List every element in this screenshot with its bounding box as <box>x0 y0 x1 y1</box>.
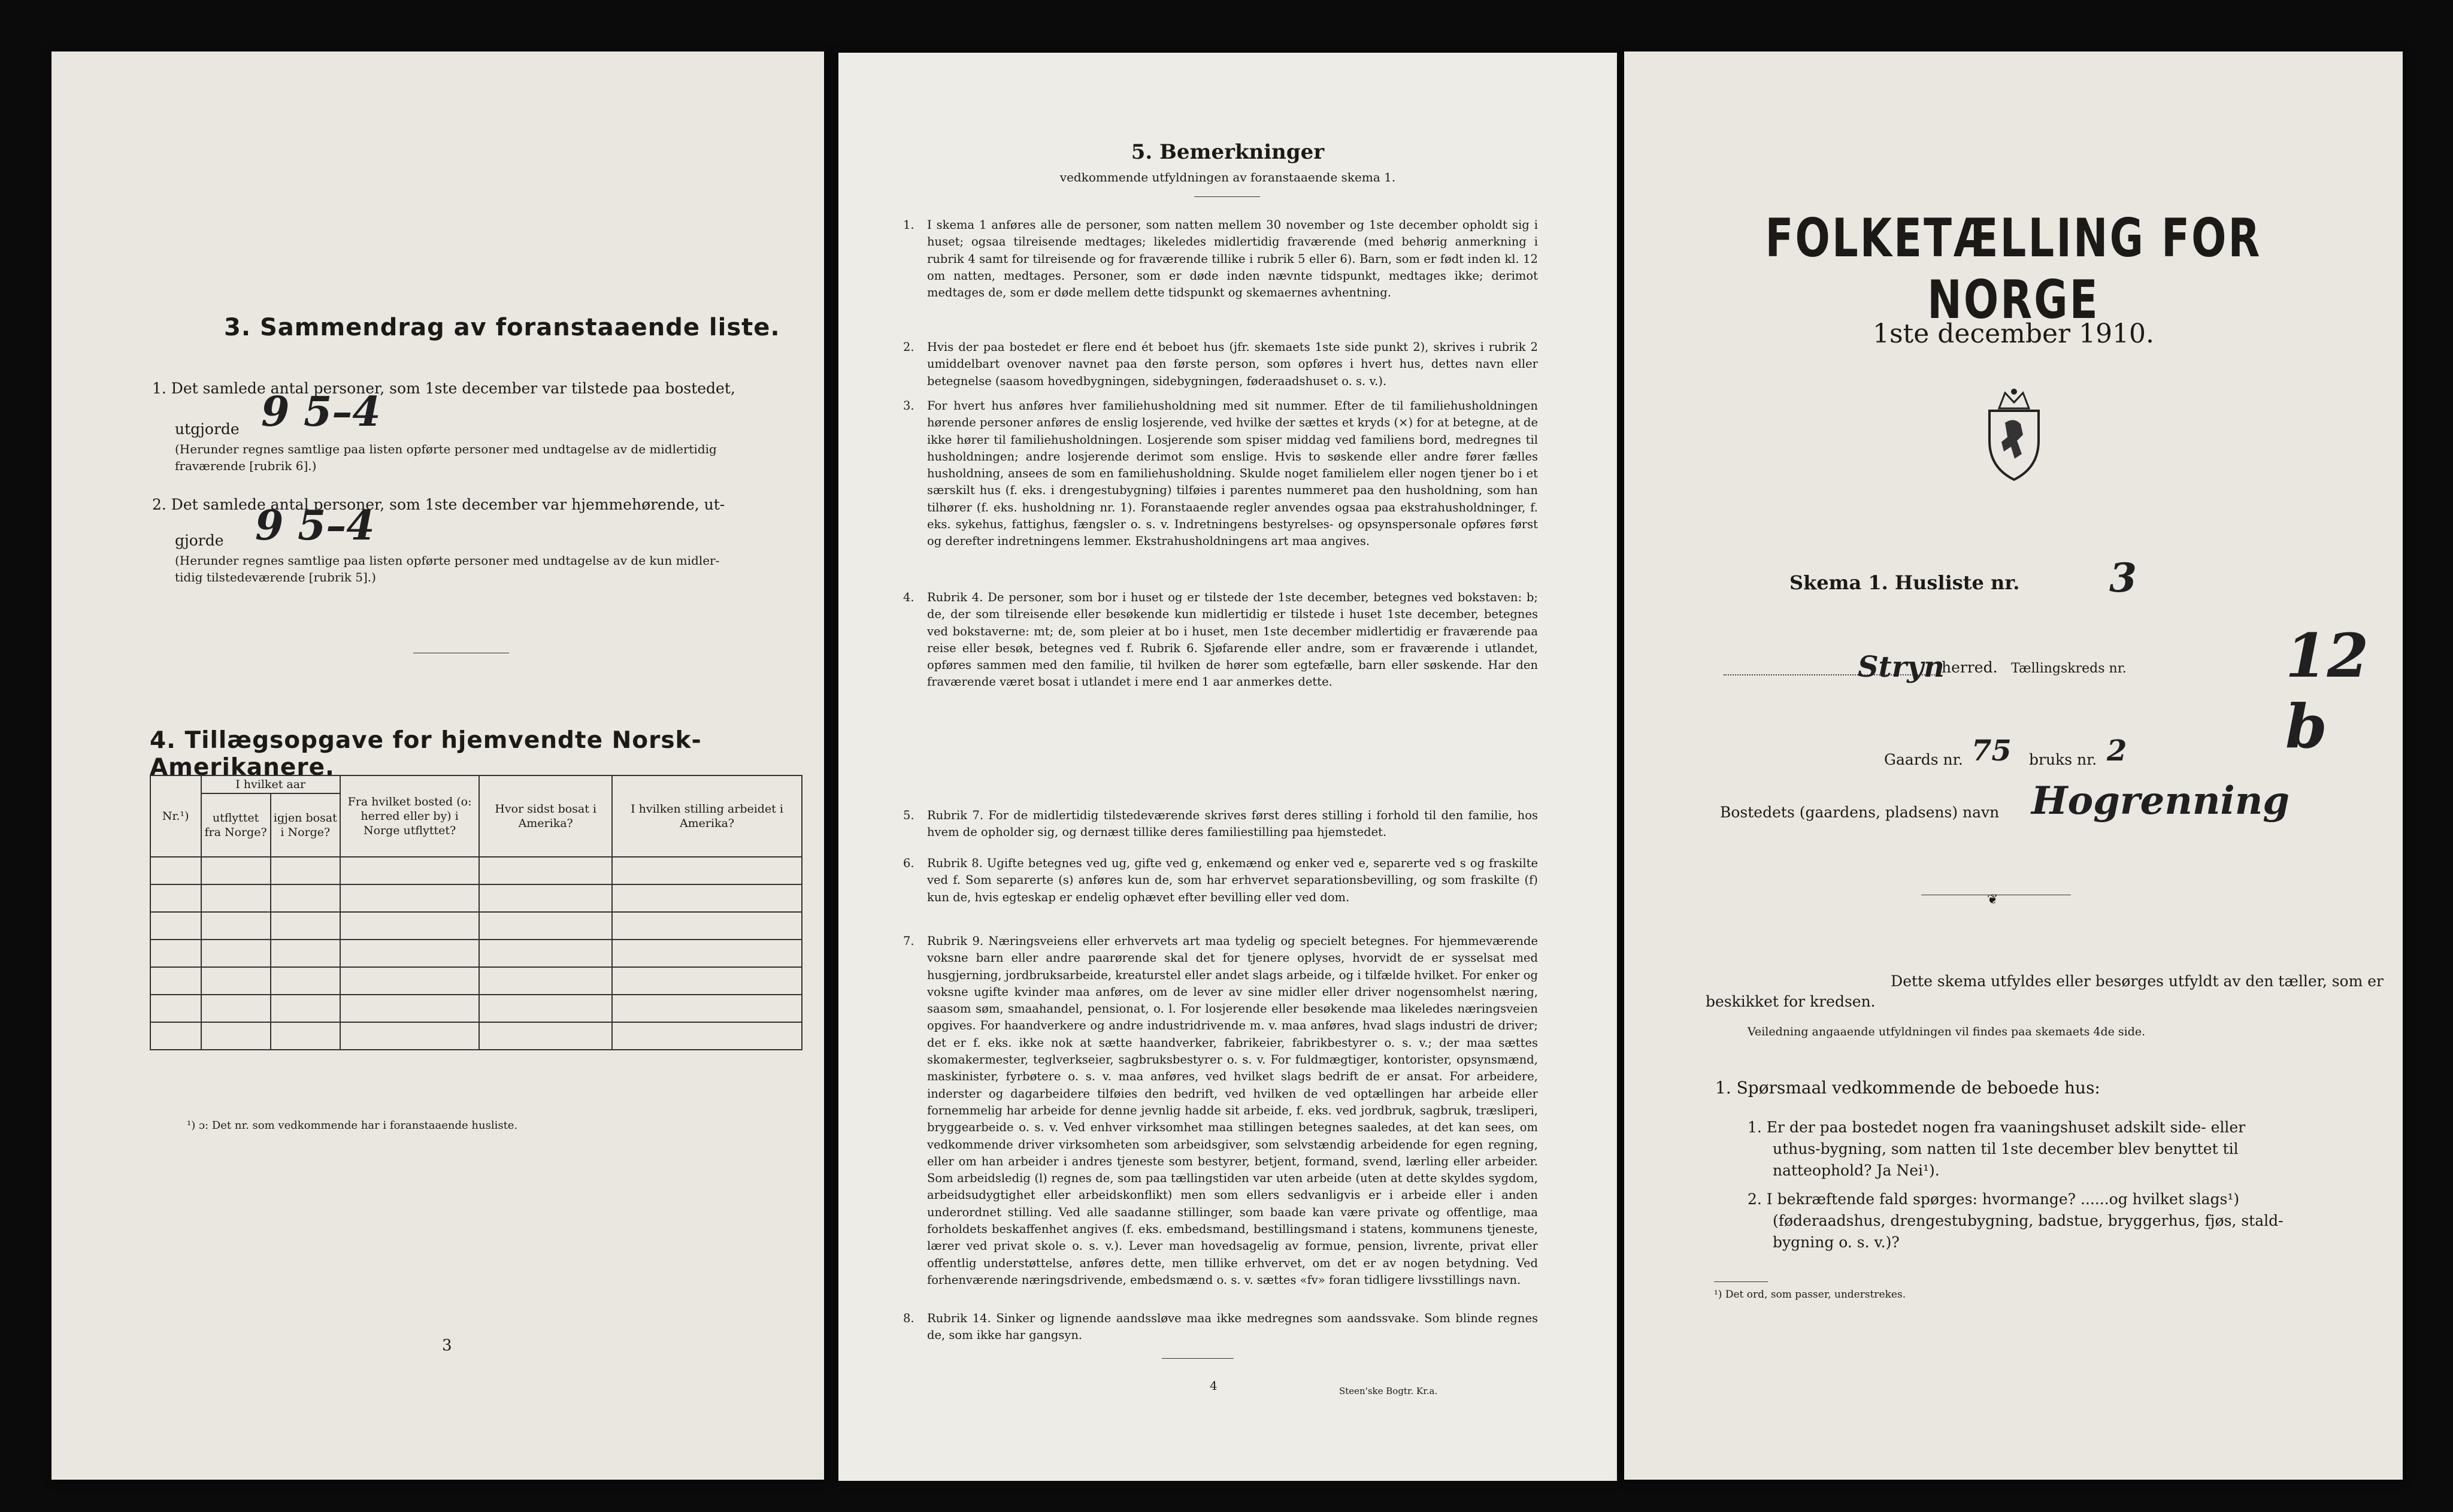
item-text: Rubrik 4. De personer, som bor i huset og er tilstede der 1ste december, betegnes ved bokstaven: b; de, der som tilreisende eller besøkende kun midlertidig er tilstede i huset 1ste december, betegnes ved bokstaverne: mt; de, som pleier at bo i huset, men 1ste december midlertidig er fraværende paa reise eller besøk, betegnes ved f. Rubrik 6. Sjøfarende eller andre, som er fraværende i utlandet, opføres sammen med den familie, til hvilken de hører som egtefælle, barn eller søskende. Har den fraværende været bosat i utlandet i mere end 1 aar anmerkes dette. <box>927 590 1538 689</box>
th-group: I hvilket aar <box>201 775 340 793</box>
r-q2-line2: (føderaadshus, drengestubygning, badstue, bryggerhus, fjøs, stald- <box>1773 1212 2284 1229</box>
q1-prefix: utgjorde <box>175 420 240 438</box>
table-cell <box>612 1022 802 1050</box>
table-row <box>150 1022 802 1050</box>
r-q1-line2: uthus-bygning, som natten til 1ste december blev benyttet til <box>1773 1140 2239 1158</box>
kreds-value: 12 b <box>2285 620 2369 762</box>
r-q1-line3: natteophold? Ja Nei¹). <box>1773 1162 1940 1179</box>
norsk-amerikanere-table <box>150 775 802 1050</box>
item-text: For hvert hus anføres hver familiehusholdning med sit nummer. Efter de til familiehusholdningen hørende personer anføres de enslig losjerende, ved hvilke der sættes et kryds (×) for at betegne, at de ikke hører til familiehusholdningen. Losjerende som spiser middag ved familiens bord, medregnes til husholdningen; andre losjerende derimot som enslige. Hvis to søskende eller andre fører fælles husholdning, ansees de som en familiehusholdning. Skulde noget familielem eller nogen tjener bo i et særskilt hus (f. eks. i drengestubygning) tilføies i parentes nummeret paa den husholdning, som han tilhører (f. eks. husholdning nr. 1). Foranstaaende regler anvendes ogsaa paa ekstrahusholdninger, f. eks. sykehus, fattighus, fængsler o. s. v. Indretningens bestyrelses- og opsynspersonale opføres først og derefter indretningens lemmer. Ekstrahusholdningens art maa angives. <box>927 399 1538 549</box>
table-row <box>150 967 802 995</box>
table-row <box>150 940 802 967</box>
q1-handwritten-value: 9 5–4 <box>261 388 381 436</box>
item-text: Rubrik 7. For de midlertidig tilstedeværende skrives først deres stilling i forhold til den familie, hos hvem de opholder sig, og dernæst tillike deres familiestilling paa hjemstedet. <box>927 808 1538 840</box>
middle-page-number: 4 <box>1210 1378 1218 1393</box>
q2-prefix: gjorde <box>175 532 224 549</box>
bemerkning-item <box>903 855 1538 906</box>
bemerkning-item <box>903 217 1538 301</box>
r-q2-line3: bygning o. s. v.)? <box>1773 1234 1900 1251</box>
table-cell <box>479 857 612 884</box>
r-q1-line1: 1. Er der paa bostedet nogen fra vaaningshuset adskilt side- eller <box>1748 1119 2246 1136</box>
schema-label: Skema 1. Husliste nr. <box>1789 571 2020 594</box>
norway-coat-of-arms-icon <box>1981 387 2047 483</box>
table-cell <box>340 1022 479 1050</box>
q1-note2: fraværende [rubrik 6].) <box>175 459 317 473</box>
q2-note1: (Herunder regnes samtlige paa listen opførte personer med undtagelse av de kun midler- <box>175 553 720 568</box>
item-number: 7. <box>903 934 914 948</box>
end-rule <box>1162 1358 1234 1359</box>
table-cell <box>612 884 802 912</box>
table-cell <box>479 967 612 995</box>
bemerkning-item <box>903 589 1538 691</box>
intro-note: Veiledning angaaende utfyldningen vil findes paa skemaets 4de side. <box>1748 1025 2146 1038</box>
husliste-number: 3 <box>2109 554 2137 601</box>
table-cell <box>612 967 802 995</box>
table-row <box>150 912 802 940</box>
bemerkning-item <box>903 1310 1538 1344</box>
table-row <box>150 884 802 912</box>
q2-handwritten-value: 9 5–4 <box>255 502 375 550</box>
table-cell <box>612 857 802 884</box>
table-cell <box>612 912 802 940</box>
th-c1: utflyttet fra Norge? <box>201 793 271 857</box>
th-nr: Nr.¹) <box>150 775 201 857</box>
table-cell <box>479 912 612 940</box>
bemerkning-item <box>903 933 1538 1289</box>
table-cell <box>150 1022 201 1050</box>
bosted-label: Bostedets (gaardens, pladsens) navn <box>1720 804 2000 821</box>
table-cell <box>271 912 340 940</box>
title-rule <box>1194 196 1260 197</box>
r-q2-line1: 2. I bekræftende fald spørges: hvormange? ......og hvilket slags¹) <box>1748 1190 2240 1208</box>
table-cell <box>340 884 479 912</box>
left-page <box>52 51 824 1480</box>
table-cell <box>340 967 479 995</box>
item-number: 5. <box>903 808 914 822</box>
left-page-number: 3 <box>442 1337 452 1355</box>
th-c5: I hvilken stilling arbeidet i Amerika? <box>612 775 802 857</box>
bemerkning-item <box>903 807 1538 841</box>
right-footnote: ¹) Det ord, som passer, understrekes. <box>1714 1289 1906 1301</box>
table-cell <box>479 940 612 967</box>
intro-line2: beskikket for kredsen. <box>1706 993 1876 1010</box>
table-cell <box>479 1022 612 1050</box>
gaards-value: 75 <box>1972 734 2012 768</box>
table-cell <box>201 940 271 967</box>
table-cell <box>340 912 479 940</box>
item-number: 6. <box>903 856 914 870</box>
table-cell <box>201 995 271 1022</box>
table-cell <box>271 857 340 884</box>
left-footnote: ¹) ɔ: Det nr. som vedkommende har i foranstaaende husliste. <box>187 1119 518 1132</box>
table-cell <box>612 995 802 1022</box>
bemerkninger-subtitle: vedkommende utfyldningen av foranstaaende skema 1. <box>1059 170 1396 184</box>
bemerkning-item <box>903 398 1538 550</box>
table-cell <box>271 884 340 912</box>
table-cell <box>201 1022 271 1050</box>
table-cell <box>150 912 201 940</box>
intro-line1: Dette skema utfyldes eller besørges utfyldt av den tæller, som er <box>1891 972 2384 990</box>
table-cell <box>150 884 201 912</box>
bosted-value: Hogrenning <box>2031 778 2290 823</box>
herred-value: Stryn <box>1858 650 1945 684</box>
q1-line1: 1. Det samlede antal personer, som 1ste december var tilstede paa bostedet, <box>152 380 735 397</box>
item-number: 1. <box>903 218 914 232</box>
ornament-icon: ❦ <box>1987 892 1998 907</box>
table-cell <box>150 967 201 995</box>
table-row <box>150 995 802 1022</box>
section3-title: 3. Sammendrag av foranstaaende liste. <box>224 314 780 341</box>
census-title: FOLKETÆLLING FOR NORGE <box>1765 207 2262 331</box>
table-cell <box>150 995 201 1022</box>
item-text: Rubrik 14. Sinker og lignende aandssløve maa ikke medregnes som aandssvake. Som blinde regnes de, som ikke har gangsyn. <box>927 1311 1538 1343</box>
section4-title: 4. Tillægsopgave for hjemvendte Norsk-Amerikanere. <box>150 727 702 781</box>
footnote-rule <box>1714 1281 1768 1282</box>
table-cell <box>201 967 271 995</box>
table-cell <box>150 940 201 967</box>
bruks-label: bruks nr. <box>2029 751 2097 768</box>
census-date: 1ste december 1910. <box>1872 319 2155 349</box>
th-c3: Fra hvilket bosted (o: herred eller by) i Norge utflyttet? <box>340 775 479 857</box>
table-cell <box>340 857 479 884</box>
table-cell <box>271 967 340 995</box>
item-text: Hvis der paa bostedet er flere end ét beboet hus (jfr. skemaets 1ste side punkt 2), skrives i rubrik 2 umiddelbart ovenover navnet paa den første person, som opføres i hvert hus, dettes navn eller betegnelse (saasom hovedbygningen, sidebygningen, føderaadshuset o. s. v.). <box>927 340 1538 388</box>
table-cell <box>271 940 340 967</box>
section1-title: 1. Spørsmaal vedkommende de beboede hus: <box>1715 1078 2100 1098</box>
q1-note1: (Herunder regnes samtlige paa listen opførte personer med undtagelse av de midlertidig <box>175 442 717 456</box>
item-number: 3. <box>903 399 914 413</box>
item-text: Rubrik 8. Ugifte betegnes ved ug, gifte ved g, enkemænd og enker ved e, separerte ved s og fraskilte ved f. Som separerte (s) anføres kun de, som har erhvervet separationsbevilling, og som fraskilte (f) kun de, hvis egteskap er endelig ophævet efter bevilling eller ved dom. <box>927 856 1538 904</box>
item-number: 2. <box>903 340 914 354</box>
item-number: 4. <box>903 590 914 604</box>
th-c2: igjen bosat i Norge? <box>271 793 340 857</box>
table-cell <box>271 995 340 1022</box>
item-text: I skema 1 anføres alle de personer, som natten mellem 30 november og 1ste december opholdt sig i huset; ogsaa tilreisende medtages; likeledes midlertidig fraværende (med behørig anmerkning i rubrik 4 samt for tilreisende og for fraværende tillike i rubrik 5 eller 6). Barn, som er født inden kl. 12 om natten, medtages. Personer, som er døde inden nævnte tidspunkt, medtages ikke; derimot medtages de, som er døde mellem dette tidspunkt og skemaernes avhentning. <box>927 218 1538 300</box>
bruks-value: 2 <box>2107 734 2127 768</box>
right-page <box>1624 51 2403 1480</box>
bemerkninger-title: 5. Bemerkninger <box>1131 140 1325 164</box>
herred-label: herred. <box>1942 659 1998 676</box>
table-cell <box>201 857 271 884</box>
table-cell <box>612 940 802 967</box>
table-cell <box>201 912 271 940</box>
table-cell <box>271 1022 340 1050</box>
q2-line1: 2. Det samlede antal personer, som 1ste december var hjemmehørende, ut- <box>152 496 725 513</box>
table-cell <box>340 995 479 1022</box>
q2-note2: tidig tilstedeværende [rubrik 5].) <box>175 570 376 584</box>
item-text: Rubrik 9. Næringsveiens eller erhvervets art maa tydelig og specielt betegnes. For hjemmeværende voksne barn eller andre paarørende skal det for tjenere oplyses, hvorvidt de er sysselsat med husgjerning, jordbruksarbeide, kreaturstel eller andet slags arbeide, og i tilfælde hvilket. For enker og voksne ugifte kvinder maa anføres, om de lever av sine midler eller driver nogensomhelst næring, saasom søm, smaahandel, pensionat, o. l. For losjerende eller besøkende maa likeledes næringsveien opgives. For haandverkere og andre industridrivende m. v. maa anføres, hvad slags industri de driver; det er f. eks. ikke nok at sætte haandverker, fabrikeier, fabrikbestyrer o. s. v.; der maa sættes skomakermester, teglverkseier, sagbruksbestyrer o. s. v. For fuldmægtiger, kontorister, opsynsmænd, maskinister, fyrbøtere o. s. v. maa anføres, ved hvilket slags bedrift de er ansat. For arbeidere, inderster og dagarbeidere tilføies den bedrift, ved hvilken de ved optællingen har arbeide eller fornemmelig har arbeide for denne jevnlig hadde sit arbeide, f. eks. ved jordbruk, sagbruk, træsliperi, bryggearbeide o. s. v. Ved enhver virksomhet maa stillingen betegnes saaledes, at det kan sees, om vedkommende driver virksomheten som arbeidsgiver, som selvstændig arbeidende for egen regning, eller om han arbeider i andres tjeneste som bestyrer, betjent, formand, svend, lærling eller arbeider. Som arbeidsledig (l) regnes de, som paa tællingstiden var uten arbeide (uten at dette skyldes sygdom, arbeidsudygtighet eller arbeidskonflikt) men som ellers sedvanligvis er i arbeide eller i anden underordnet stilling. Ved alle saadanne stillinger, som baade kan være private og offentlige, maa forholdets beskaffenhet angives (f. eks. embedsmand, bestillingsmand i statens, kommunens tjeneste, lærer ved privat skole o. s. v.). Lever man hovedsagelig av formue, pension, livrente, privat eller offentlig understøttelse, anføres dette, men tillike erhvervet, om det er av nogen betydning. Ved forhenværende næringsdrivende, embedsmænd o. s. v. sættes «fv» foran tidligere livsstillings navn. <box>927 934 1538 1287</box>
table-cell <box>479 884 612 912</box>
th-c4: Hvor sidst bosat i Amerika? <box>479 775 612 857</box>
bemerkning-item <box>903 339 1538 390</box>
table-cell <box>201 884 271 912</box>
printer-credit: Steen'ske Bogtr. Kr.a. <box>1339 1386 1438 1396</box>
table-cell <box>340 940 479 967</box>
table-cell <box>150 857 201 884</box>
kreds-label: Tællingskreds nr. <box>2011 661 2127 676</box>
item-number: 8. <box>903 1311 914 1325</box>
table-body <box>150 857 802 1050</box>
table-row <box>150 857 802 884</box>
table-cell <box>479 995 612 1022</box>
gaards-label: Gaards nr. <box>1884 751 1963 768</box>
middle-page <box>838 53 1617 1481</box>
